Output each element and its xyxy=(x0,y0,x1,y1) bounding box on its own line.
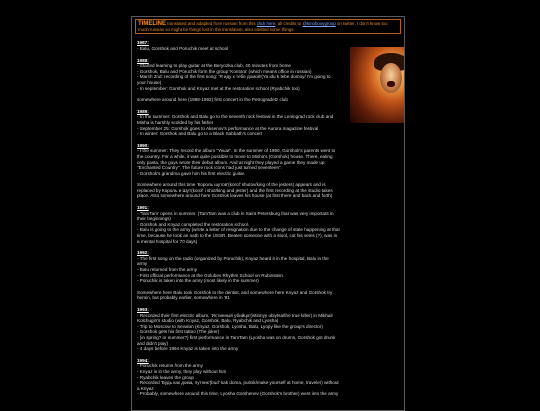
timeline-entry: - I the summer: They record the album "Yeши". In the summer of 1990, Gorshok's parents went to the country. For a while, it was quite possible to move to Misha's (Gorshok) house. There, eating only pasta, the guys wrote their debut album. And at night they played a game they made up: "Enchanted Country". The future rock icons had just turned seventeen". xyxy=(137,148,336,171)
timeline-entry: - Started learning to play guitar at the Beryozka club, 40 minutes from home xyxy=(137,63,291,69)
timeline-entry: - Recorded their first electric album, 'Истинный убийца'(istinnyy ubiytsa/the true killer) in Mikhail Kolchugin's studio (with Knyaz, Gorshok, Balu, Ryabchik and Lyosha) xyxy=(137,312,333,324)
intro-text-1: translated and adapted from russian from this xyxy=(166,21,257,26)
singer-photo xyxy=(350,47,405,123)
year-section xyxy=(137,250,340,284)
year-heading: 1991: xyxy=(137,205,149,211)
year-section xyxy=(137,205,340,244)
intro-text-3: on twitter. I don't know too much russian so might be things lost in the translation, also omitted some things. xyxy=(138,21,388,33)
timeline-entry: - Gorshok gets his first tattoo (The joker) xyxy=(137,329,220,335)
year-heading: 1988: xyxy=(137,57,149,63)
year-section xyxy=(137,307,340,352)
timeline-note: Somewhere here Balu took Gorshok to the dentist, and somewhere here Knyaz and Gorshok try heroin, but probably earlier, somewhere in '91 xyxy=(137,289,333,301)
year-section xyxy=(137,40,340,51)
timeline-content xyxy=(135,40,340,396)
year-section xyxy=(137,143,340,177)
timeline-entry: - Balu is going to the army (wrote a letter of resignation due to the change of state happening at that time, because he took an oath to the USSR. Beaten someone with a stool, cut his veins (?), was in a mental hospital for 70 days) xyxy=(137,227,340,244)
year-heading: 1990: xyxy=(137,142,149,148)
timeline-note: Somewhere around this time 'Король шутов'(korol' shutov/king of the jesters) appears and is replaced by Король и Шут(korol' i shut/king and jester) and the first recording at the studio takes place. Also somewhere around here Gorshok leaves his house (at first there and back and forth) xyxy=(137,182,333,199)
timeline-entry: - Poruchik is taken into the army (most likely in the summer) xyxy=(137,278,259,284)
timeline-entry: - Poruchik returns from the army xyxy=(137,363,203,369)
timeline-entry: - Knyaz is in the army, they play without him xyxy=(137,368,227,374)
timeline-entry: - (in spring? or summer?) first performance in TamTam (Lyosha was on drums, Gorshok got drunk and didn't play) xyxy=(137,334,336,346)
timeline-entry: - Gorshok's grandma gave him his first electric guitar. xyxy=(137,170,246,176)
timeline-entry: - Probably, somewhere around this time, Lyosha Gorshenev (Gorshok's brother) went into the army xyxy=(137,391,339,397)
year-heading: 1989: xyxy=(137,108,149,114)
timeline-entry: - The first song on the radio (organized by Poruchik), Knyaz heard it in the hospital, Balu in the army xyxy=(137,255,329,267)
timeline-entry: - September 25: Gorshok goes to Aksenov's performance at the Aurora magazine festival xyxy=(137,125,319,131)
timeline-entry: - In the summer: Gorshok and Balu go to the seventh rock festival in the Leningrad rock club and Misha is harshly scolded by his father xyxy=(137,114,334,125)
timeline-note: somewhere around here (1988-1992) first concert in the Petrogradetz club xyxy=(137,97,288,103)
timeline-entry: - In september: Gorshok and Knyaz met at the restoration school (Ryabchik too) xyxy=(137,85,300,91)
timeline-entry: - Balu, Gorshok and Poruchik meet at school xyxy=(137,46,229,51)
timeline-entry: - Trip to Moscow to Sevalon (Knyaz, Gorshok, Lyosha, Balu, Lyopy like the group's director) xyxy=(137,323,323,329)
timeline-entry: - Recorded 'Будь как дома, путник'(bud' kak doma, putnik/make yourself at home, traveler) without a Knyaz xyxy=(137,380,339,391)
intro-text-2: . all credits to xyxy=(275,21,303,26)
timeline-entry: - Balu returned from the army xyxy=(137,267,197,272)
year-heading: 1992: xyxy=(137,250,149,256)
intro-box xyxy=(135,19,401,34)
timeline-entry: - Gorshok and Knyaz completed the restoration school. xyxy=(137,221,250,227)
timeline-entry: - 4 days before 1994 Knyaz is taken into the army xyxy=(137,346,239,352)
credit-link[interactable]: @kinobouygroup xyxy=(302,21,336,26)
year-heading: 1993: xyxy=(137,306,149,312)
timeline-entry: - Ryabchik leaves the group xyxy=(137,374,194,380)
year-heading: 1987: xyxy=(137,40,149,46)
timeline-entry: - In winter: Gorshok and Balu go to a Black Sabbath's concert xyxy=(137,131,263,137)
timeline-entry: - 'TamTam' opens in summer. (TamTam was a club in Saint Petersburg that was very important in their beginnings) xyxy=(137,210,334,222)
timeline-entry: - First official performance at the Golubev Rhythm School on Rubinstein. xyxy=(137,272,285,278)
year-section xyxy=(137,109,340,137)
timeline-entry: - March 2nd: recording of the first song: 'Я иду к тебе домой'(Ya idu k tebe domoy/ I'm going to your house) xyxy=(137,74,331,85)
year-heading: 1994: xyxy=(137,357,149,363)
year-section xyxy=(137,58,340,92)
timeline-post xyxy=(131,16,405,411)
timeline-title: TIMELINE xyxy=(138,21,166,27)
year-section xyxy=(137,358,340,397)
timeline-entry: - Gorshok, Balu and Poruchik form the group 'Kontora' (which means office in russian) xyxy=(137,68,312,74)
source-link[interactable]: click here xyxy=(256,21,276,26)
